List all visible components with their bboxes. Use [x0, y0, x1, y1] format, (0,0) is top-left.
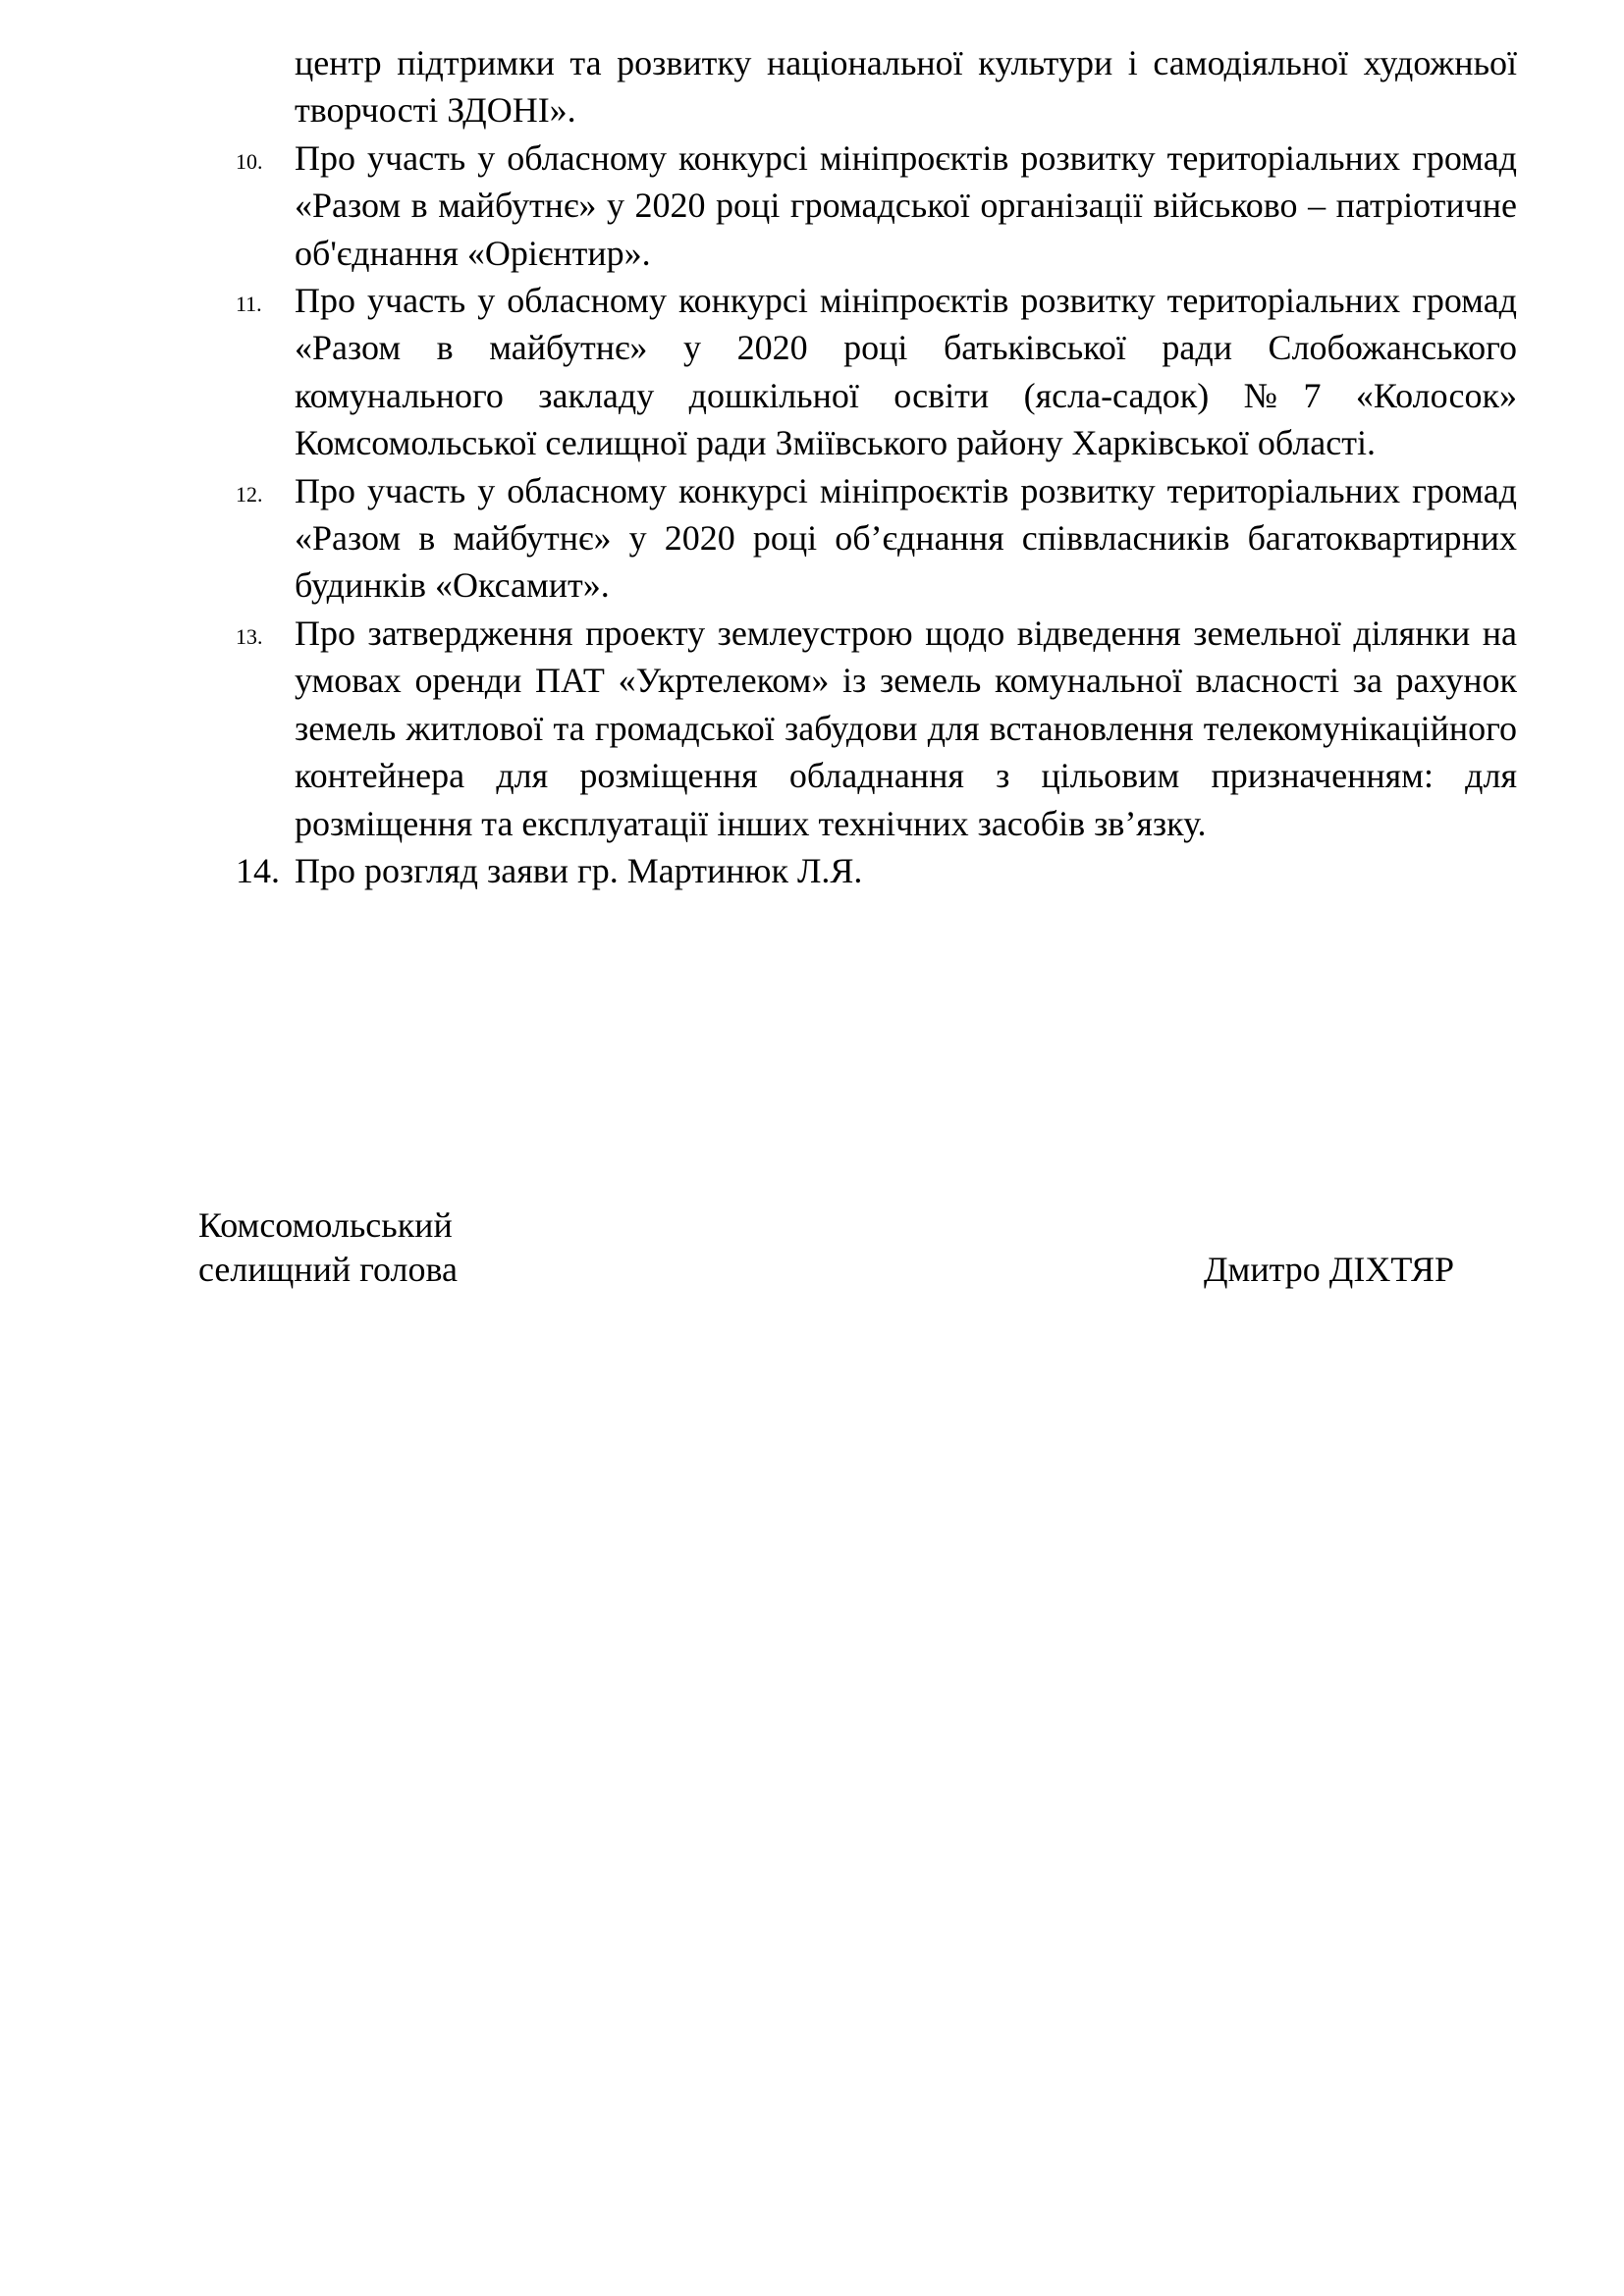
agenda-item-13 — [236, 610, 1517, 847]
agenda-item-text: Про участь у обласному конкурсі мініпроєктів розвитку територіальних громад «Разом в майбутнє» у 2020 році об’єднання співвласників багатоквартирних будинків «Оксамит». — [295, 470, 1517, 606]
signatory-position — [198, 1203, 689, 1292]
agenda-item-text: Про участь у обласному конкурсі мініпроєктів розвитку територіальних громад «Разом в майбутнє» у 2020 році батьківської ради Слобожанського комунального закладу дошкільної освіти (ясла-садок) №7 «Колосок» Комсомольської селищної ради Зміївського району Харківської області. — [295, 281, 1517, 463]
agenda-item-text: центр підтримки та розвитку національної культури і самодіяльної художньої творчості ЗДОНІ». — [295, 43, 1517, 131]
agenda-item-number: 13. — [236, 623, 263, 649]
agenda-item-number: 10. — [236, 148, 263, 174]
agenda-item-continuation — [236, 39, 1517, 134]
agenda-item-number: 14. — [236, 850, 280, 890]
agenda-item-text: Про розгляд заяви гр. Мартинюк Л.Я. — [295, 850, 863, 890]
signatory-position-line2: селищний голова — [198, 1250, 459, 1289]
agenda-item-14 — [236, 847, 1517, 894]
agenda-item-12 — [236, 467, 1517, 610]
agenda-item-number: 12. — [236, 481, 263, 507]
agenda-item-number: 11. — [236, 292, 262, 317]
agenda-item-number — [236, 39, 295, 43]
agenda-item-text: Про затвердження проекту землеустрою щодо відведення земельної ділянки на умовах оренди ПАТ «Укртелеком» із земель комунальної власності за рахунок земель житлової та громадської забудови для встановлення телекомунікаційного контейнера для розміщення обладнання з цільовим призначенням: для розміщення та експлуатації інших технічних засобів зв’язку. — [295, 613, 1517, 843]
signatory-position-line1: Комсомольський — [198, 1205, 453, 1245]
agenda-item-10 — [236, 134, 1517, 277]
agenda-item-text: Про участь у обласному конкурсі мініпроєктів розвитку територіальних громад «Разом в майбутнє» у 2020 році громадської організації військово – патріотичне об'єднання «Орієнтир». — [295, 137, 1517, 273]
agenda-item-11 — [236, 277, 1517, 467]
agenda-list — [236, 39, 1517, 894]
signatory-name: Дмитро ДІХТЯР — [1204, 1250, 1454, 1289]
